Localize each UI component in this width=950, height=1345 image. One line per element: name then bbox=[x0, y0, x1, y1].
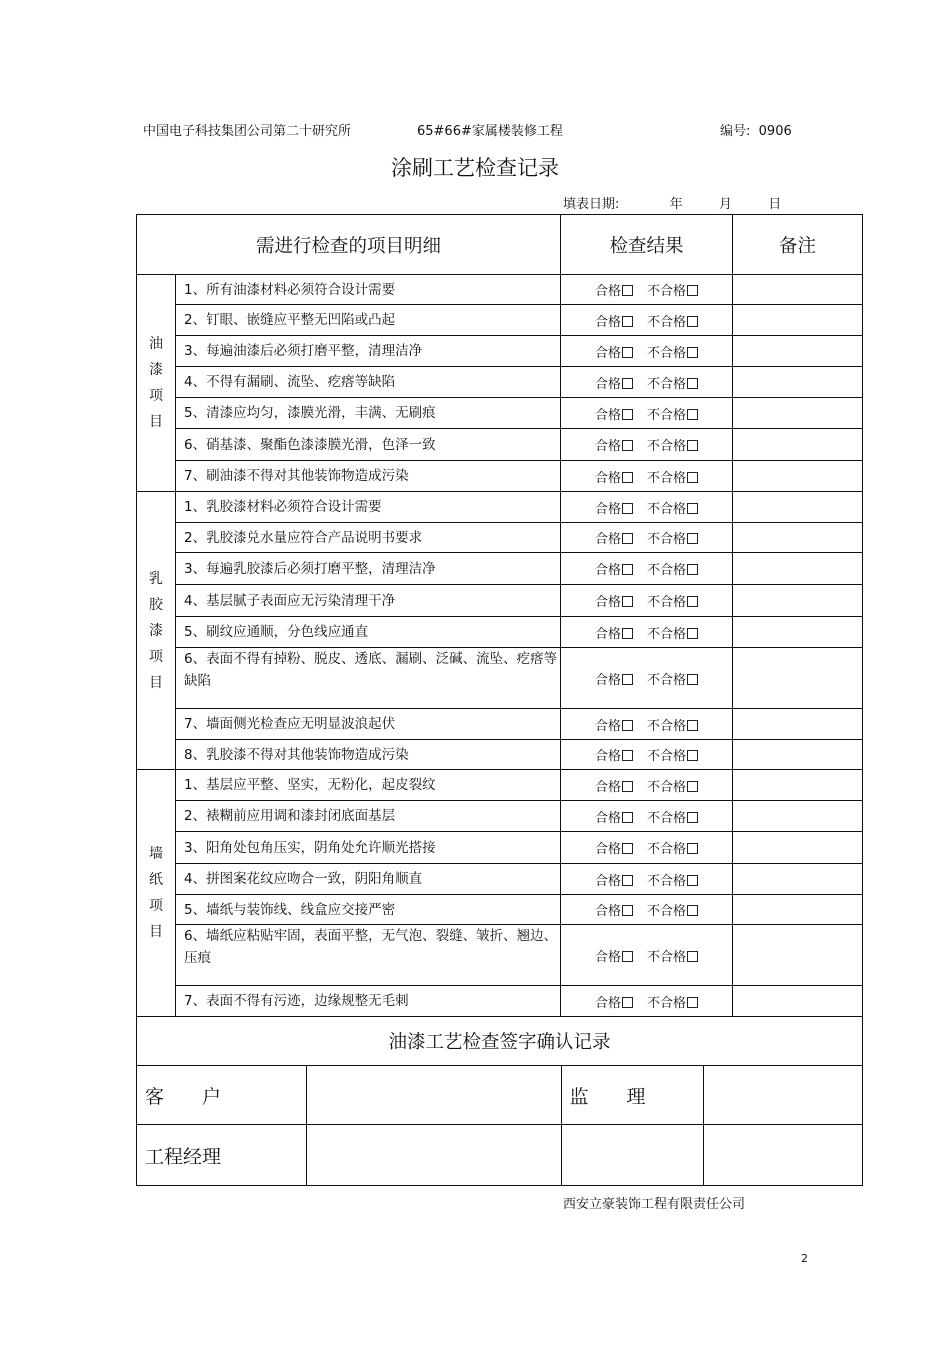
col-header-result: 检查结果 bbox=[561, 215, 733, 275]
table-row bbox=[137, 648, 863, 709]
note-cell[interactable] bbox=[733, 770, 863, 801]
fail-label: 不合格 bbox=[647, 563, 687, 578]
pass-label: 合格 bbox=[595, 779, 622, 795]
result-cell bbox=[561, 305, 733, 336]
check-item: 2、钉眼、嵌缝应平整无凹陷或凸起 bbox=[176, 305, 561, 336]
result-cell bbox=[561, 986, 733, 1017]
sign-table bbox=[137, 1066, 863, 1185]
pass-label: 合格 bbox=[595, 749, 622, 764]
result-cell bbox=[561, 461, 733, 492]
category-char: 油 bbox=[149, 336, 163, 352]
pass-checkbox[interactable] bbox=[622, 750, 633, 761]
pass-checkbox[interactable] bbox=[622, 875, 633, 886]
fail-checkbox[interactable] bbox=[687, 781, 698, 792]
category-char: 目 bbox=[149, 924, 163, 940]
pass-checkbox[interactable] bbox=[622, 564, 633, 575]
category-char: 乳 bbox=[149, 570, 163, 587]
result-cell bbox=[561, 709, 733, 740]
pass-checkbox[interactable] bbox=[622, 997, 633, 1008]
fail-checkbox[interactable] bbox=[687, 843, 698, 854]
page-title: 涂刷工艺检查记录 bbox=[391, 156, 559, 180]
check-item: 1、所有油漆材料必须符合设计需要 bbox=[176, 275, 561, 305]
note-cell[interactable] bbox=[733, 740, 863, 770]
pass-checkbox[interactable] bbox=[622, 472, 633, 483]
check-item: 1、乳胶漆材料必须符合设计需要 bbox=[176, 492, 561, 523]
table-row bbox=[137, 585, 863, 617]
pass-checkbox[interactable] bbox=[622, 503, 633, 514]
pass-checkbox[interactable] bbox=[622, 720, 633, 731]
table-row bbox=[137, 801, 863, 832]
category-char: 墙 bbox=[149, 846, 163, 862]
fail-label: 不合格 bbox=[647, 345, 687, 361]
fail-label: 不合格 bbox=[647, 595, 687, 610]
fail-checkbox[interactable] bbox=[687, 503, 698, 514]
check-item: 5、刷纹应通顺，分色线应通直 bbox=[176, 617, 561, 648]
table-row bbox=[137, 986, 863, 1017]
pass-checkbox[interactable] bbox=[622, 316, 633, 327]
table-row bbox=[137, 461, 863, 492]
check-item: 7、墙面侧光检查应无明显波浪起伏 bbox=[176, 709, 561, 740]
pass-checkbox[interactable] bbox=[622, 951, 633, 962]
note-cell[interactable] bbox=[733, 305, 863, 336]
fill-date-month: 月 bbox=[718, 197, 732, 212]
check-item: 5、清漆应均匀，漆膜光滑，丰满、无刷痕 bbox=[176, 398, 561, 429]
pass-checkbox[interactable] bbox=[622, 347, 633, 358]
check-item: 4、基层腻子表面应无污染清理干净 bbox=[176, 585, 561, 617]
pass-checkbox[interactable] bbox=[622, 781, 633, 792]
result-cell bbox=[561, 275, 733, 305]
pass-checkbox[interactable] bbox=[622, 596, 633, 607]
table-row bbox=[137, 398, 863, 429]
category-char: 项 bbox=[149, 898, 163, 914]
note-cell[interactable] bbox=[733, 617, 863, 648]
table-row bbox=[137, 492, 863, 523]
pass-checkbox[interactable] bbox=[622, 285, 633, 296]
fail-label: 不合格 bbox=[647, 749, 687, 764]
check-item: 6、硝基漆、聚酯色漆漆膜光滑，色泽一致 bbox=[176, 429, 561, 461]
pass-label: 合格 bbox=[595, 532, 622, 547]
pass-label: 合格 bbox=[595, 470, 622, 486]
note-cell[interactable] bbox=[733, 398, 863, 429]
fail-checkbox[interactable] bbox=[687, 440, 698, 451]
fail-label: 不合格 bbox=[647, 284, 687, 299]
result-cell bbox=[561, 832, 733, 864]
pass-label: 合格 bbox=[595, 718, 622, 734]
company-footer: 西安立豪装饰工程有限责任公司 bbox=[563, 1197, 746, 1212]
pass-label: 合格 bbox=[595, 995, 622, 1011]
category-char: 漆 bbox=[149, 362, 163, 378]
header-project: 65#66#家属楼装修工程 bbox=[417, 124, 563, 139]
table-row bbox=[137, 770, 863, 801]
note-cell[interactable] bbox=[733, 523, 863, 553]
check-item: 6、墙纸应粘贴牢固，表面平整，无气泡、裂缝、皱折、翘边、压痕 bbox=[176, 925, 561, 986]
pass-checkbox[interactable] bbox=[622, 378, 633, 389]
col-header-note: 备注 bbox=[733, 215, 863, 275]
result-cell bbox=[561, 770, 733, 801]
pass-label: 合格 bbox=[595, 407, 622, 423]
pass-label: 合格 bbox=[595, 949, 622, 965]
pass-label: 合格 bbox=[595, 284, 622, 299]
table-row bbox=[137, 523, 863, 553]
customer-signature-field[interactable] bbox=[306, 1066, 561, 1125]
fail-checkbox[interactable] bbox=[687, 316, 698, 327]
customer-label: 客 户 bbox=[137, 1066, 306, 1125]
note-cell[interactable] bbox=[733, 986, 863, 1017]
supervisor-label: 监 理 bbox=[561, 1066, 703, 1125]
note-cell[interactable] bbox=[733, 492, 863, 523]
table-row bbox=[137, 553, 863, 585]
category-char: 目 bbox=[149, 674, 163, 691]
pass-label: 合格 bbox=[595, 501, 622, 517]
manager-signature-field[interactable] bbox=[306, 1125, 561, 1186]
fail-checkbox[interactable] bbox=[687, 378, 698, 389]
result-cell bbox=[561, 864, 733, 895]
pass-label: 合格 bbox=[595, 439, 622, 454]
sign-section-title: 油漆工艺检查签字确认记录 bbox=[137, 1017, 863, 1066]
inspection-table bbox=[136, 214, 863, 1186]
fail-label: 不合格 bbox=[647, 626, 687, 642]
note-cell[interactable] bbox=[733, 429, 863, 461]
result-cell bbox=[561, 648, 733, 709]
category-char: 项 bbox=[149, 388, 163, 404]
note-cell[interactable] bbox=[733, 336, 863, 367]
note-cell[interactable] bbox=[733, 367, 863, 398]
fail-checkbox[interactable] bbox=[687, 628, 698, 639]
table-row bbox=[137, 275, 863, 305]
fail-label: 不合格 bbox=[647, 873, 687, 889]
fail-label: 不合格 bbox=[647, 532, 687, 547]
result-cell bbox=[561, 895, 733, 925]
col-header-items: 需进行检查的项目明细 bbox=[137, 215, 561, 275]
fail-label: 不合格 bbox=[647, 949, 687, 965]
check-item: 5、墙纸与装饰线、线盒应交接严密 bbox=[176, 895, 561, 925]
empty-cell bbox=[561, 1125, 703, 1186]
category-cell bbox=[137, 492, 176, 770]
fail-label: 不合格 bbox=[647, 407, 687, 423]
note-cell[interactable] bbox=[733, 895, 863, 925]
pass-checkbox[interactable] bbox=[622, 409, 633, 420]
header-code-value: 0906 bbox=[758, 124, 792, 139]
result-cell bbox=[561, 336, 733, 367]
pass-label: 合格 bbox=[595, 314, 622, 330]
fail-label: 不合格 bbox=[647, 439, 687, 454]
fail-label: 不合格 bbox=[647, 995, 687, 1011]
fill-date-day: 日 bbox=[768, 197, 782, 212]
check-item: 1、基层应平整、坚实，无粉化，起皮裂纹 bbox=[176, 770, 561, 801]
table-row bbox=[137, 709, 863, 740]
table-row bbox=[137, 367, 863, 398]
check-item: 2、裱糊前应用调和漆封闭底面基层 bbox=[176, 801, 561, 832]
empty-cell bbox=[703, 1125, 863, 1186]
supervisor-signature-field[interactable] bbox=[703, 1066, 863, 1125]
fail-checkbox[interactable] bbox=[687, 285, 698, 296]
fail-label: 不合格 bbox=[647, 779, 687, 795]
check-item: 8、乳胶漆不得对其他装饰物造成污染 bbox=[176, 740, 561, 770]
note-cell[interactable] bbox=[733, 275, 863, 305]
fail-label: 不合格 bbox=[647, 470, 687, 486]
result-cell bbox=[561, 492, 733, 523]
pass-checkbox[interactable] bbox=[622, 843, 633, 854]
table-row bbox=[137, 336, 863, 367]
check-item: 7、表面不得有污迹，边缘规整无毛刺 bbox=[176, 986, 561, 1017]
note-cell[interactable] bbox=[733, 925, 863, 986]
fail-label: 不合格 bbox=[647, 376, 687, 392]
table-row bbox=[137, 832, 863, 864]
note-cell[interactable] bbox=[733, 553, 863, 585]
fail-label: 不合格 bbox=[647, 842, 687, 857]
table-row bbox=[137, 925, 863, 986]
header-code bbox=[720, 120, 792, 139]
category-char: 纸 bbox=[149, 872, 163, 888]
fail-checkbox[interactable] bbox=[687, 720, 698, 731]
manager-label: 工程经理 bbox=[137, 1125, 306, 1186]
fail-label: 不合格 bbox=[647, 314, 687, 330]
pass-label: 合格 bbox=[595, 376, 622, 392]
category-cell bbox=[137, 770, 176, 1017]
pass-label: 合格 bbox=[595, 626, 622, 642]
pass-checkbox[interactable] bbox=[622, 674, 633, 685]
note-cell[interactable] bbox=[733, 832, 863, 864]
note-cell[interactable] bbox=[733, 461, 863, 492]
table-row bbox=[137, 617, 863, 648]
pass-label: 合格 bbox=[595, 810, 622, 826]
pass-label: 合格 bbox=[595, 345, 622, 361]
result-cell bbox=[561, 740, 733, 770]
fail-checkbox[interactable] bbox=[687, 750, 698, 761]
fail-label: 不合格 bbox=[647, 672, 687, 688]
fail-checkbox[interactable] bbox=[687, 812, 698, 823]
fail-checkbox[interactable] bbox=[687, 533, 698, 544]
pass-checkbox[interactable] bbox=[622, 440, 633, 451]
note-cell[interactable] bbox=[733, 648, 863, 709]
fail-label: 不合格 bbox=[647, 501, 687, 517]
result-cell bbox=[561, 553, 733, 585]
pass-label: 合格 bbox=[595, 672, 622, 688]
check-item: 4、拼图案花纹应吻合一致，阴阳角顺直 bbox=[176, 864, 561, 895]
fail-label: 不合格 bbox=[647, 718, 687, 734]
category-char: 胶 bbox=[149, 596, 163, 613]
fill-date bbox=[563, 193, 781, 212]
fail-checkbox[interactable] bbox=[687, 596, 698, 607]
fail-checkbox[interactable] bbox=[687, 472, 698, 483]
pass-checkbox[interactable] bbox=[622, 812, 633, 823]
table-row bbox=[137, 864, 863, 895]
check-item: 6、表面不得有掉粉、脱皮、透底、漏刷、泛碱、流坠、疙瘩等缺陷 bbox=[176, 648, 561, 709]
fail-label: 不合格 bbox=[647, 810, 687, 826]
check-item: 4、不得有漏刷、流坠、疙瘩等缺陷 bbox=[176, 367, 561, 398]
table-row bbox=[137, 740, 863, 770]
note-cell[interactable] bbox=[733, 801, 863, 832]
result-cell bbox=[561, 523, 733, 553]
header-org: 中国电子科技集团公司第二十研究所 bbox=[143, 124, 352, 139]
pass-checkbox[interactable] bbox=[622, 905, 633, 916]
category-char: 目 bbox=[149, 414, 163, 430]
fill-date-label: 填表日期: bbox=[563, 197, 620, 212]
table-row bbox=[137, 429, 863, 461]
check-item: 3、阳角处包角压实，阴角处允许顺光搭接 bbox=[176, 832, 561, 864]
result-cell bbox=[561, 398, 733, 429]
fail-checkbox[interactable] bbox=[687, 951, 698, 962]
table-row bbox=[137, 895, 863, 925]
page-number: 2 bbox=[801, 1252, 808, 1265]
table-row bbox=[137, 305, 863, 336]
fail-checkbox[interactable] bbox=[687, 347, 698, 358]
check-item: 2、乳胶漆兑水量应符合产品说明书要求 bbox=[176, 523, 561, 553]
check-item: 3、每遍油漆后必须打磨平整，清理洁净 bbox=[176, 336, 561, 367]
check-item: 7、刷油漆不得对其他装饰物造成污染 bbox=[176, 461, 561, 492]
note-cell[interactable] bbox=[733, 585, 863, 617]
result-cell bbox=[561, 925, 733, 986]
pass-label: 合格 bbox=[595, 563, 622, 578]
header-code-label: 编号: bbox=[720, 124, 751, 139]
category-cell bbox=[137, 275, 176, 492]
fail-checkbox[interactable] bbox=[687, 997, 698, 1008]
result-cell bbox=[561, 801, 733, 832]
fill-date-year: 年 bbox=[669, 197, 683, 212]
fail-checkbox[interactable] bbox=[687, 409, 698, 420]
category-char: 漆 bbox=[149, 622, 163, 639]
result-cell bbox=[561, 429, 733, 461]
result-cell bbox=[561, 367, 733, 398]
fail-label: 不合格 bbox=[647, 904, 687, 919]
result-cell bbox=[561, 617, 733, 648]
fail-checkbox[interactable] bbox=[687, 674, 698, 685]
fail-checkbox[interactable] bbox=[687, 564, 698, 575]
pass-label: 合格 bbox=[595, 873, 622, 889]
pass-label: 合格 bbox=[595, 904, 622, 919]
note-cell[interactable] bbox=[733, 709, 863, 740]
category-char: 项 bbox=[149, 648, 163, 665]
result-cell bbox=[561, 585, 733, 617]
note-cell[interactable] bbox=[733, 864, 863, 895]
pass-checkbox[interactable] bbox=[622, 533, 633, 544]
check-item: 3、每遍乳胶漆后必须打磨平整，清理洁净 bbox=[176, 553, 561, 585]
pass-checkbox[interactable] bbox=[622, 628, 633, 639]
fail-checkbox[interactable] bbox=[687, 875, 698, 886]
pass-label: 合格 bbox=[595, 842, 622, 857]
pass-label: 合格 bbox=[595, 595, 622, 610]
fail-checkbox[interactable] bbox=[687, 905, 698, 916]
